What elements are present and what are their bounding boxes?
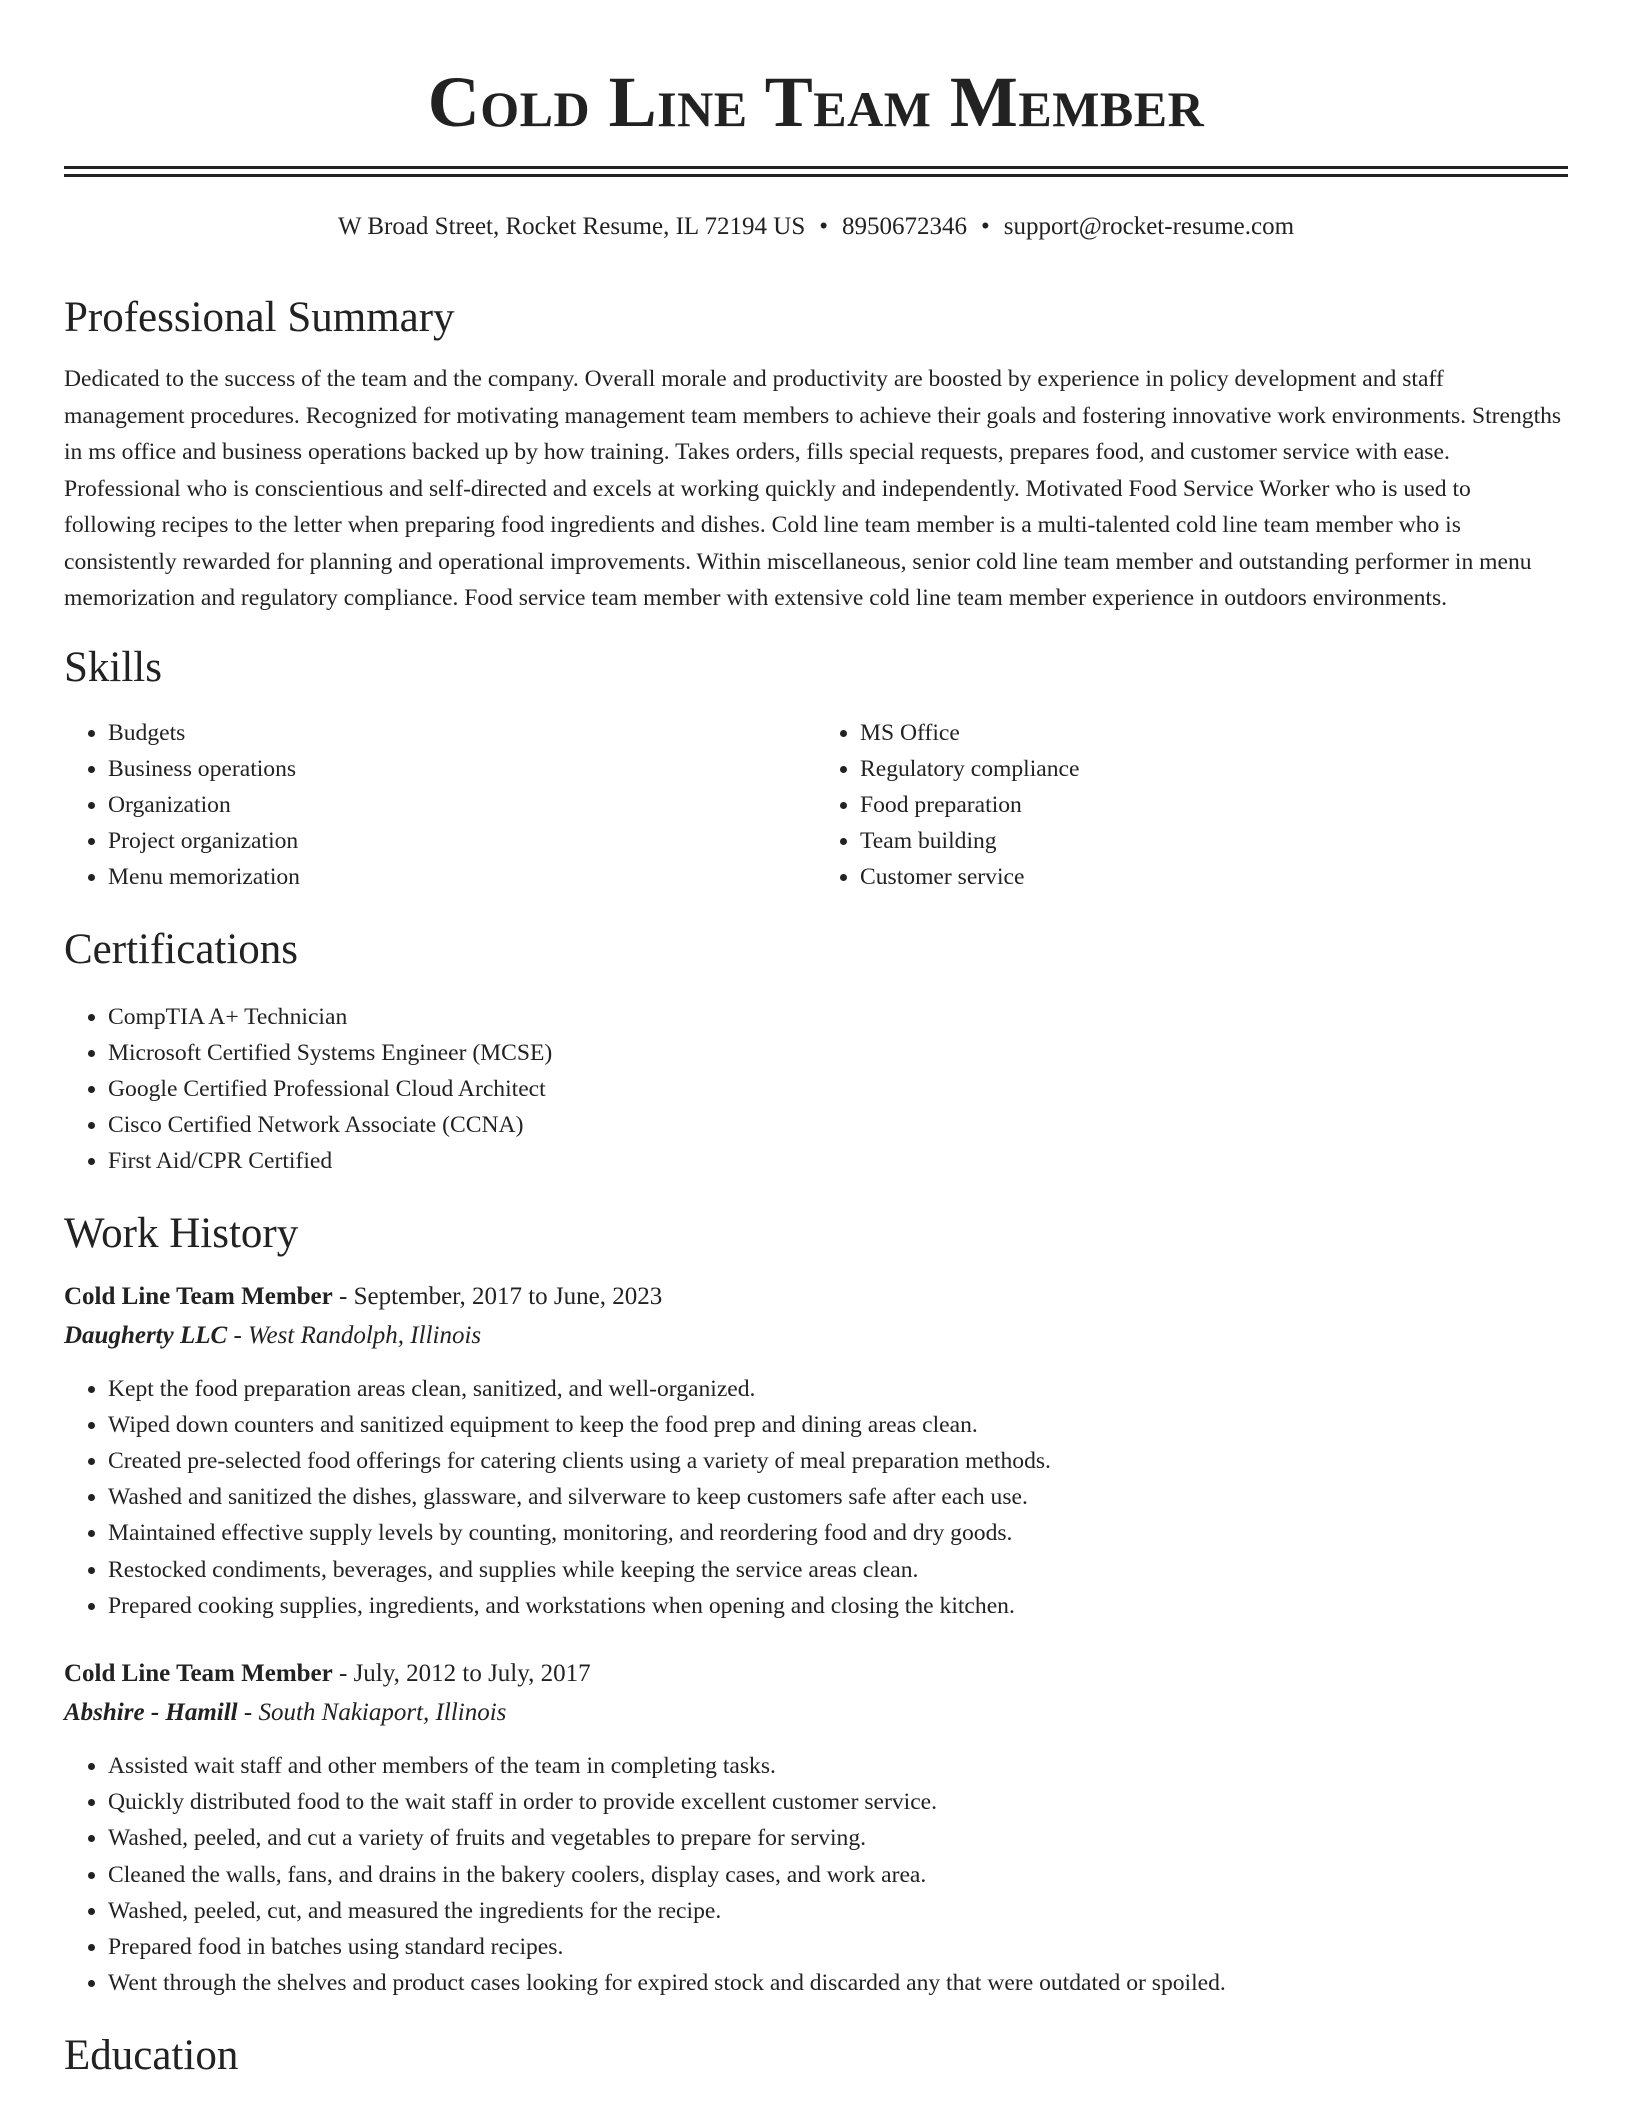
job-bullet: • Wiped down counters and sanitized equipment to keep the food prep and dining areas clean.: [108, 1407, 1568, 1443]
skill-item: • MS Office: [860, 715, 1568, 751]
summary-text: Dedicated to the success of the team and the company. Overall morale and productivity are boosted by experience in policy development and staff management procedures. Recognized for motivating management team members to achieve their goals and fostering innovative work environments. Strengths in ms office and business operations backed up by how training. Takes orders, fills special requests, prepares food, and customer service with ease. Professional who is conscientious and self-directed and excels at working quickly and independently. Motivated Food Service Worker who is used to following recipes to the letter when preparing food ingredients and dishes. Cold line team member is a multi-talented cold line team member who is consistently rewarded for planning and operational improvements. Within miscellaneous, senior cold line team member and outstanding performer in menu memorization and regulatory compliance. Food service team member with extensive cold line team member experience in outdoors environments.: [64, 366, 1562, 611]
skill-item: • Budgets: [108, 715, 816, 751]
certification-item: • Cisco Certified Network Associate (CCNA): [108, 1107, 1568, 1143]
education-heading: Education: [64, 2032, 239, 2080]
job-dates: - July, 2012 to July, 2017: [332, 1659, 591, 1687]
certification-item: • Microsoft Certified Systems Engineer (MCSE): [108, 1035, 1568, 1071]
skills-list-right: [816, 715, 1568, 895]
job-bullets: [64, 1748, 1568, 2001]
job-bullet: • Prepared cooking supplies, ingredients, and workstations when opening and closing the kitchen.: [108, 1588, 1568, 1624]
certification-item: • First Aid/CPR Certified: [108, 1143, 1568, 1179]
header-double-rule: [64, 166, 1568, 177]
summary-heading: Professional Summary: [64, 294, 455, 341]
contact-email: support@rocket-resume.com: [1003, 213, 1295, 240]
job-location: - West Randolph, Illinois: [227, 1321, 482, 1349]
job-bullet: • Kept the food preparation areas clean, sanitized, and well-organized.: [108, 1371, 1568, 1407]
job-location: - South Nakiaport, Illinois: [237, 1698, 507, 1726]
contact-separator: •: [981, 213, 990, 240]
job-company-line: [64, 1320, 1568, 1352]
contact-line: [64, 211, 1568, 243]
skills-heading: Skills: [64, 643, 162, 691]
resume-page: [64, 0, 1568, 2081]
job-bullet: • Cleaned the walls, fans, and drains in the bakery coolers, display cases, and work area.: [108, 1857, 1568, 1893]
job-bullet: • Created pre-selected food offerings for catering clients using a variety of meal preparation methods.: [108, 1443, 1568, 1479]
job-title-line: [64, 1658, 1568, 1690]
job-title: Cold Line Team Member: [64, 1282, 333, 1310]
job-company: Abshire - Hamill: [64, 1698, 238, 1726]
skill-item: • Food preparation: [860, 787, 1568, 823]
job-bullet: • Washed, peeled, and cut a variety of fruits and vegetables to prepare for serving.: [108, 1820, 1568, 1856]
certifications-list: [64, 999, 1568, 1179]
contact-address: W Broad Street, Rocket Resume, IL 72194 US: [337, 213, 806, 240]
work-history-heading: Work History: [64, 1209, 299, 1257]
certification-item: • CompTIA A+ Technician: [108, 999, 1568, 1035]
job-bullets: [64, 1371, 1568, 1624]
skill-item: • Business operations: [108, 751, 816, 787]
contact-phone: 8950672346: [842, 213, 967, 240]
skills-columns: [64, 715, 1568, 895]
skill-item: • Project organization: [108, 823, 816, 859]
job-entry: [64, 1658, 1568, 2001]
skill-item: • Organization: [108, 787, 816, 823]
job-bullet: • Washed and sanitized the dishes, glassware, and silverware to keep customers safe after each use.: [108, 1479, 1568, 1515]
job-company-line: [64, 1697, 1568, 1729]
job-bullet: • Prepared food in batches using standard recipes.: [108, 1929, 1568, 1965]
certifications-heading: Certifications: [64, 925, 299, 973]
job-title: Cold Line Team Member: [64, 1659, 333, 1687]
resume-name: Cold Line Team Member: [427, 62, 1205, 142]
skill-item: • Regulatory compliance: [860, 751, 1568, 787]
job-bullet: • Restocked condiments, beverages, and supplies while keeping the service areas clean.: [108, 1552, 1568, 1588]
skill-item: • Team building: [860, 823, 1568, 859]
job-dates: - September, 2017 to June, 2023: [332, 1282, 663, 1310]
skill-item: • Menu memorization: [108, 859, 816, 895]
job-bullet: • Went through the shelves and product cases looking for expired stock and discarded any that were outdated or spoiled.: [108, 1965, 1568, 2001]
job-bullet: • Quickly distributed food to the wait staff in order to provide excellent customer service.: [108, 1784, 1568, 1820]
job-entry: [64, 1281, 1568, 1624]
job-title-line: [64, 1281, 1568, 1313]
job-company: Daugherty LLC: [64, 1321, 228, 1349]
skills-list-left: [64, 715, 816, 895]
skill-item: • Customer service: [860, 859, 1568, 895]
job-bullet: • Washed, peeled, cut, and measured the ingredients for the recipe.: [108, 1893, 1568, 1929]
job-bullet: • Assisted wait staff and other members of the team in completing tasks.: [108, 1748, 1568, 1784]
contact-separator: •: [819, 213, 828, 240]
certification-item: • Google Certified Professional Cloud Architect: [108, 1071, 1568, 1107]
job-bullet: • Maintained effective supply levels by counting, monitoring, and reordering food and dry goods.: [108, 1515, 1568, 1551]
